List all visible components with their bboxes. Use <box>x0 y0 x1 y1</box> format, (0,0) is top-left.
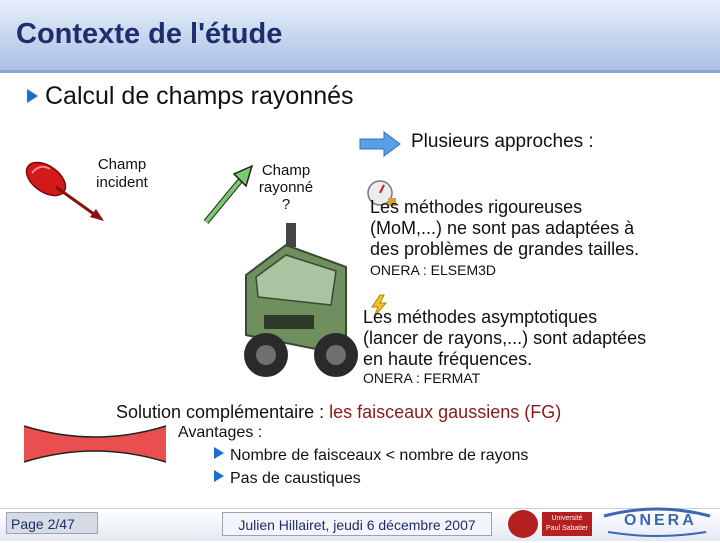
bullet-icon <box>214 470 224 482</box>
gaussian-beam-illustration <box>20 422 170 466</box>
slide-title: Contexte de l'étude <box>16 18 283 50</box>
footer-author-date: Julien Hillairet, jeudi 6 décembre 2007 <box>222 512 492 536</box>
incident-wave-shape <box>21 156 72 203</box>
bullet-icon <box>27 89 38 103</box>
university-logo: Université Paul Sabatier <box>542 512 592 536</box>
page-number: Page 2/47 <box>6 512 98 534</box>
radiated-field-label: Champ rayonné ? <box>258 162 314 213</box>
arrow-bullet-icon <box>358 129 402 159</box>
onera-logo: ONERA <box>600 506 714 538</box>
rigorous-methods-text: Les méthodes rigoureuses (MoM,...) ne sont pas adaptées à des problèmes de grandes tailles. <box>370 197 640 259</box>
incident-field-label: Champ incident <box>96 156 148 191</box>
vehicle-illustration <box>226 205 366 395</box>
rigorous-reference: ONERA : ELSEM3D <box>370 262 497 278</box>
approaches-intro: Plusieurs approches : <box>411 131 594 152</box>
bullet-icon <box>214 447 224 459</box>
asymptotic-methods-text: Les méthodes asymptotiques (lancer de rayons,...) sont adaptées en haute fréquences. <box>363 307 647 369</box>
university-seal-icon <box>508 510 538 538</box>
solution-statement: Solution complémentaire : les faisceaux gaussiens (FG) <box>116 402 562 422</box>
section-heading: Calcul de champs rayonnés <box>45 82 354 110</box>
advantages-title: Avantages : <box>178 424 263 441</box>
asymptotic-reference: ONERA : FERMAT <box>363 370 481 386</box>
advantage-item: Pas de caustiques <box>230 470 361 487</box>
advantage-item: Nombre de faisceaux < nombre de rayons <box>230 447 529 464</box>
title-divider <box>0 70 720 73</box>
solution-highlight: les faisceaux gaussiens (FG) <box>329 402 562 422</box>
